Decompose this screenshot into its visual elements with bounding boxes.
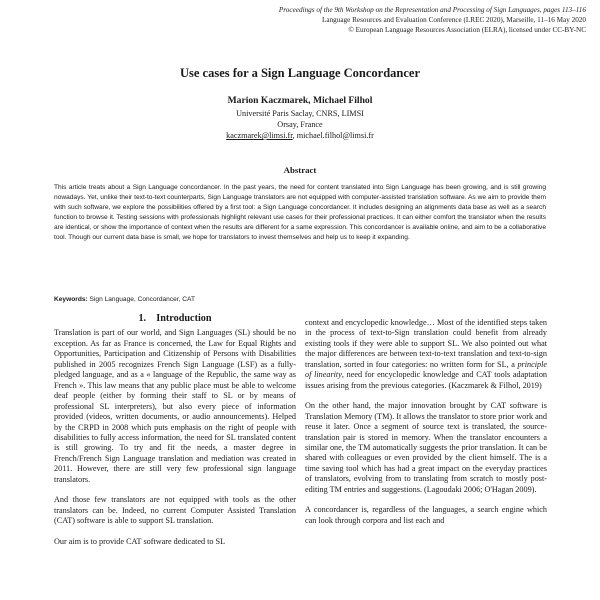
authors: Marion Kaczmarek, Michael Filhol — [227, 95, 373, 106]
keywords-label: Keywords: — [54, 296, 88, 303]
affiliation — [0, 108, 600, 141]
affiliation-location: Orsay, France — [277, 120, 323, 129]
right-p1-italic: principle of linearity — [305, 359, 547, 380]
right-column — [305, 318, 547, 536]
abstract-text: This article treats about a Sign Language concordancer. In the past years, the need for content translated into Sign Language has been growing, and is still growing nowadays. Yet, unlike their text-to-text counterparts, Sign Language translators are not equipped with computer-assisted translation software. As we aim to provide them with such software, we explore the possibilities offered by a first tool: a Sign Language concordancer. It includes designing an alignments data base as well as a search function to browse it. Testing sessions with professionals highlight relevant use cases for their professional practices. It can either comfort the translator when the results are identical, or show the importance of context when the results are different for a same expression. This concordancer is available online, and aim to be a collaborative tool. Though our current data base is small, we hope for translators to invest themselves and help us to keep it expanding. — [54, 184, 546, 242]
keywords — [54, 296, 546, 303]
proceedings-header — [186, 5, 586, 35]
email-separator: , — [292, 131, 297, 140]
right-paragraph-2: On the other hand, the major innovation brought by CAT software is Translation Memory (TM). It allows the translator to store prior work and reuse it later. Once a segment of source text is translated, the source-translation pair is stored in memory. When the translator encounters a similar one, the TM automatically suggests the prior translation. It can be shared with colleagues or even provided by the client himself. The is a time saving tool which has had a great impact on the everyday practices of translators, evolving from to translating from scratch to mostly post-editing TM entries and suggestions. (Lagoudaki 2006; O'Hagan 2009). — [305, 401, 547, 494]
right-p1-end: , need for encyclopedic knowledge and CAT tools adaptation issues arising from the previous categories. (Kaczmarek & Filhol, 2019) — [305, 370, 548, 390]
author-emails — [0, 130, 600, 141]
header-line-license: © European Language Resources Association (ELRA), licensed under CC-BY-NC — [348, 26, 586, 34]
right-p1-start: context and encyclopedic knowledge… Most of the identified steps taken in the process of text-to-Sign translation could benefit from already existing tools if they were able to support SL. We also pointed out what the major differences are between text-to-text translation and text-to-sign translation, sorted in four categories: no written form for SL, a — [305, 318, 547, 369]
section-heading-introduction: 1. Introduction — [138, 313, 212, 324]
left-column — [54, 314, 296, 557]
header-line-proceedings: Proceedings of the 9th Workshop on the Representation and Processing of Sign Languages, pages 113–116 — [278, 6, 586, 14]
header-line-conference: Language Resources and Evaluation Conference (LREC 2020), Marseille, 11–16 May 2020 — [322, 16, 586, 24]
right-paragraph-1 — [305, 318, 547, 391]
right-paragraph-3: A concordancer is, regardless of the languages, a search engine which can look through corpora and list each and — [305, 505, 547, 525]
affiliation-institution: Université Paris Saclay, CNRS, LIMSI — [236, 109, 364, 118]
paper-title: Use cases for a Sign Language Concordancer — [179, 66, 421, 80]
intro-paragraph-3: Our aim is to provide CAT software dedicated to SL — [54, 536, 226, 546]
intro-paragraph-2: And those few translators are not equipped with tools as the other translators can be. Indeed, no current Computer Assisted Translation (CAT) software is able to support SL translation. — [54, 495, 296, 526]
intro-paragraph-1: Translation is part of our world, and Sign Languages (SL) should be no exception. As far as France is concerned, the Law for Equal Rights and Opportunities, Participation and Citizenship of Persons with Disabilities published in 2005 recognizes French Sign Language (LSF) as a fully-pledged language, and as a « language of the Republic, the same way as French ». This law means that any public place must be able to welcome deaf people (either by forming their staff to SL or by means of professional SL interpreters), but also every piece of information provided (videos, written documents, or audio announcements). Helped by the CRPD in 2008 which puts emphasis on the right of people with disabilities to fully access information, the need for SL translated content is still growing. To try and fit the needs, a master degree in French/French Sign Language translation and mediation was created in 2011. However, there are still very few professional sign language translators. — [54, 328, 296, 484]
abstract-heading: Abstract — [283, 165, 317, 175]
email-filhol: michael.filhol@limsi.fr — [296, 131, 374, 140]
email-link-kaczmarek[interactable]: kaczmarek@limsi.fr — [226, 131, 293, 140]
keywords-list: Sign Language, Concordancer, CAT — [87, 296, 195, 303]
